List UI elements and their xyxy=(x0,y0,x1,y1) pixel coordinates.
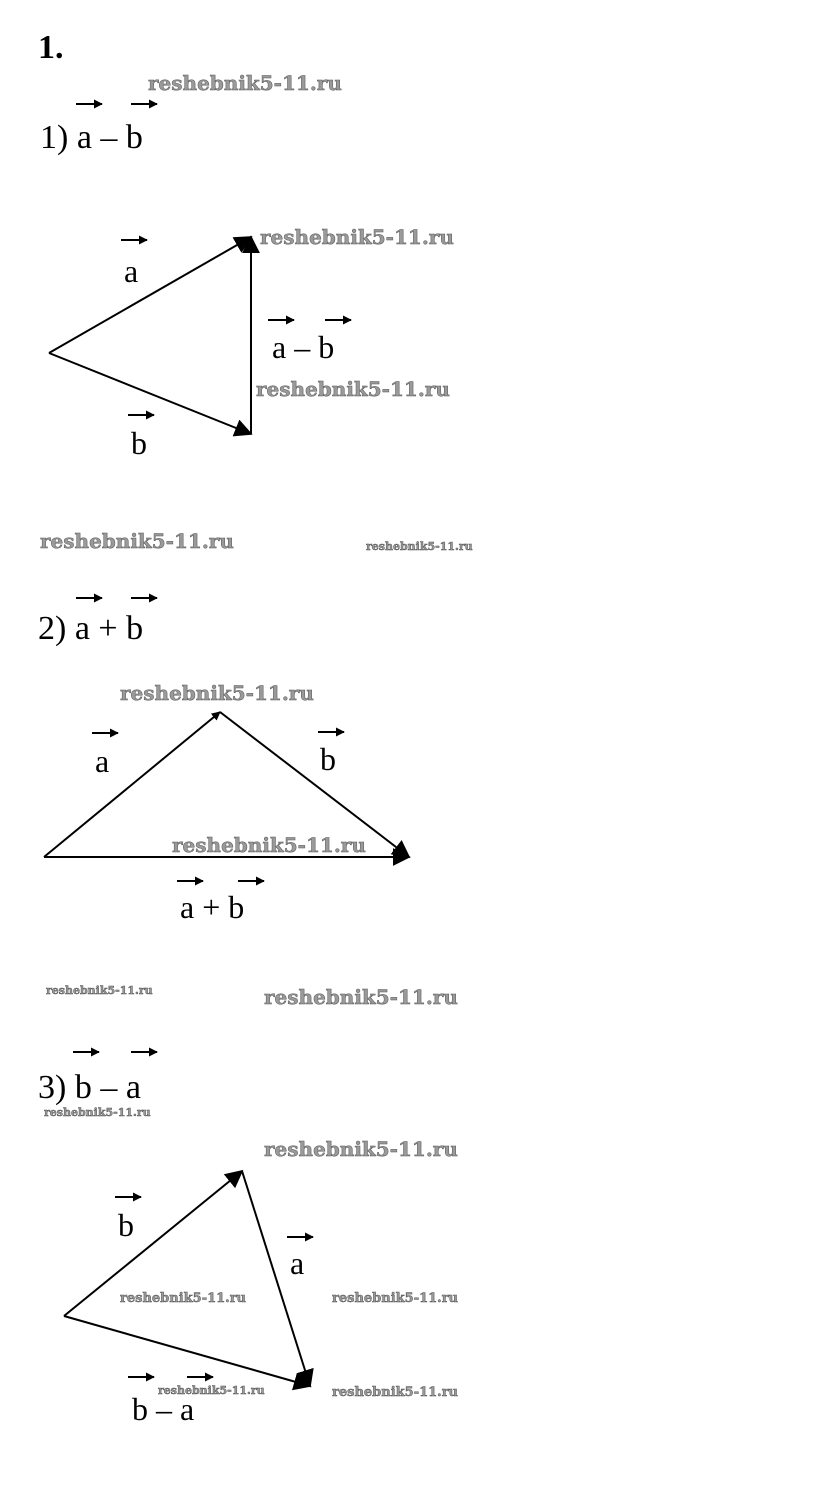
watermark: reshebnik5-11.ru xyxy=(332,1385,459,1400)
part-3-title: 3) b – a xyxy=(38,1069,141,1106)
watermark: reshebnik5-11.ru xyxy=(158,1384,265,1397)
label-b: b xyxy=(320,741,336,777)
watermark: reshebnik5-11.ru xyxy=(256,377,450,401)
watermark: reshebnik5-11.ru xyxy=(264,1137,458,1161)
problem-number: 1. xyxy=(38,29,64,66)
watermark: reshebnik5-11.ru xyxy=(40,529,234,553)
label-a-plus-b: a + b xyxy=(180,889,245,925)
label-a: a xyxy=(290,1245,305,1281)
vector-a xyxy=(49,237,251,353)
watermark: reshebnik5-11.ru xyxy=(148,71,342,95)
label-a-minus-b: a – b xyxy=(272,329,335,365)
watermark: reshebnik5-11.ru xyxy=(264,985,458,1009)
watermark: reshebnik5-11.ru xyxy=(120,681,314,705)
part-2 xyxy=(38,598,458,1009)
label-b: b xyxy=(118,1207,134,1243)
part-3 xyxy=(38,1052,458,1427)
watermark: reshebnik5-11.ru xyxy=(260,225,454,249)
vector-b-minus-a xyxy=(64,1316,310,1386)
part-1 xyxy=(40,71,473,553)
watermark: reshebnik5-11.ru xyxy=(332,1291,459,1306)
watermark: reshebnik5-11.ru xyxy=(120,1291,247,1306)
label-b-minus-a: b – a xyxy=(132,1391,195,1427)
watermark: reshebnik5-11.ru xyxy=(46,984,153,997)
label-a: a xyxy=(124,253,139,289)
part-2-title: 2) a + b xyxy=(38,610,144,647)
part-1-title: 1) a – b xyxy=(40,119,143,156)
watermark: reshebnik5-11.ru xyxy=(44,1106,151,1119)
label-a: a xyxy=(95,743,110,779)
watermark: reshebnik5-11.ru xyxy=(366,540,473,553)
watermark: reshebnik5-11.ru xyxy=(172,833,366,857)
label-b: b xyxy=(131,425,147,461)
vector-b xyxy=(49,353,251,434)
